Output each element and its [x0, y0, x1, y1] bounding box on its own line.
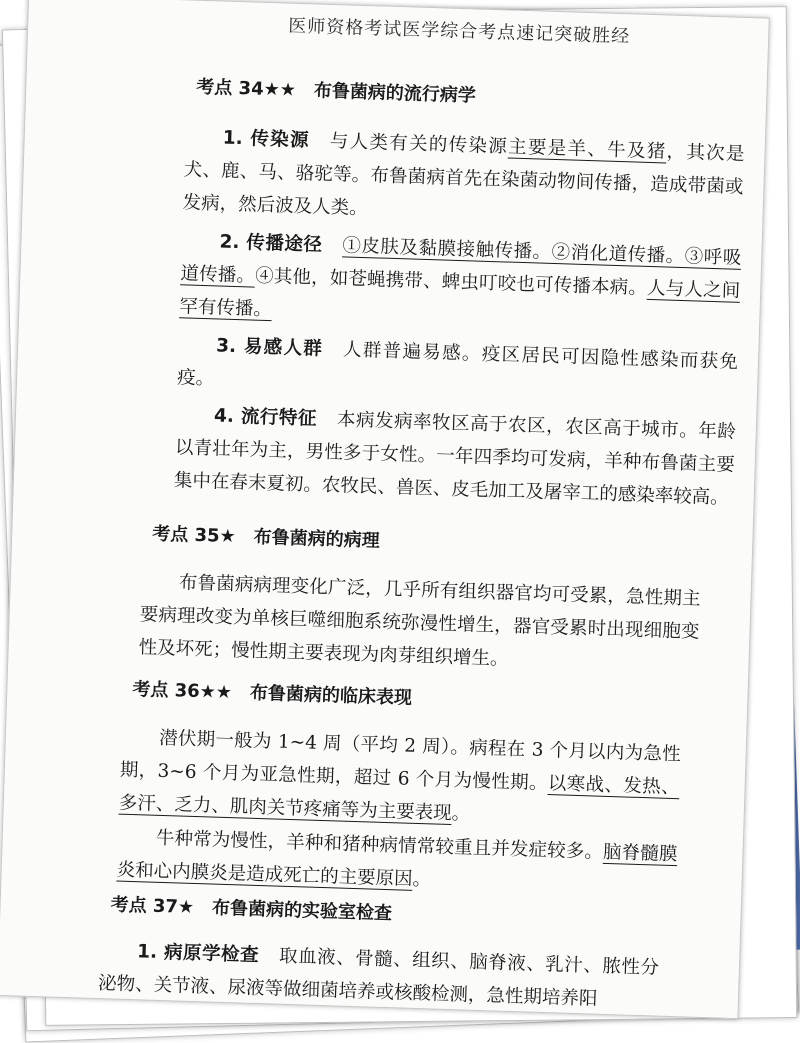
- section-34-title: [196, 73, 476, 108]
- section-34-para-4: 4. 流行特征 本病发病率牧区高于农区，农区高于城市。年龄以青壮年为主，男性多于女性。一年四季均可发病，羊种布鲁菌主要集中在春末夏初。农牧民、兽医、皮毛加工及屠宰工的感染率较高。: [173, 405, 737, 509]
- section-36-title: [132, 675, 412, 710]
- para-label: 2. 传播途径: [219, 231, 323, 256]
- para-label: 4. 流行特征: [213, 405, 318, 430]
- section-36-name: 布鲁菌病的临床表现: [249, 682, 413, 709]
- para-label: 3. 易感人群: [215, 335, 324, 360]
- section-37-name: 布鲁菌病的实验室检查: [211, 897, 393, 925]
- section-34-name: 布鲁菌病的流行病学: [313, 80, 477, 107]
- section-35-title: [152, 520, 380, 553]
- section-34-para-1: 1. 传染源 与人类有关的传染源主要是羊、牛及猪，其次是犬、鹿、马、骆驼等。布鲁菌病首先在染菌动物间传播，造成带菌或发病，然后波及人类。: [182, 127, 745, 220]
- underlined-text: 脑脊髓膜炎和心内膜炎是造成死亡的主要原因: [116, 841, 678, 890]
- section-34-para-2: 2. 传播途径 ①皮肤及黏膜接触传播。②消化道传播。③呼吸道传播。④其他，如苍蝇携带、蜱虫叮咬也可传播本病。人与人之间罕有传播。: [179, 231, 742, 321]
- section-36-para-2: 牛种常为慢性，羊种和猪种病情常较重且并发症较多。脑脊髓膜炎和心内膜炎是造成死亡的主要原因。: [116, 827, 678, 891]
- underlined-text: 主要是羊、牛及猪: [507, 136, 667, 163]
- section-36-number: 考点 36★★: [132, 678, 233, 704]
- section-34-number: 考点 34★★: [196, 76, 297, 101]
- running-header: 医师资格考试医学综合考点速记突破胜经: [287, 15, 631, 48]
- section-36-para-1: 潜伏期一般为 1~4 周（平均 2 周）。病程在 3 个月以内为急性期，3~6 个月为亚急性期，超过 6 个月为慢性期。以寒战、发热、多汗、乏力、肌肉关节疼痛等为主要表现。: [118, 727, 681, 825]
- section-37-title: [110, 890, 392, 925]
- section-35-para: 布鲁菌病病理变化广泛，几乎所有组织器官均可受累，急性期主要病理改变为单核巨噬细胞系统弥漫性增生，器官受累时出现细胞变性及坏死；慢性期主要表现为肉芽组织增生。: [138, 572, 701, 670]
- section-34-para-3: 3. 易感人群 人群普遍易感。疫区居民可因隐性感染而获免疫。: [176, 335, 739, 390]
- para-label: 1. 传染源: [222, 127, 311, 152]
- underlined-text: 以寒战、发热、多汗、乏力、肌肉关节疼痛等为主要表现: [118, 773, 680, 825]
- underlined-text: ①皮肤及黏膜接触传播。②消化道传播。③呼吸道传播。: [180, 235, 742, 287]
- para-label: 1. 病原学检查: [136, 941, 260, 967]
- section-37-para-1: 1. 病原学检查 取血液、骨髓、组织、脑脊液、乳汁、脓性分泌物、关节液、尿液等做细菌培养或核酸检测，急性期培养阳: [97, 941, 660, 1010]
- section-35-number: 考点 35★: [151, 523, 237, 548]
- underlined-text: 人与人之间罕有传播。: [179, 277, 741, 321]
- section-37-number: 考点 37★: [110, 894, 195, 919]
- section-35-name: 布鲁菌病的病理: [253, 526, 380, 552]
